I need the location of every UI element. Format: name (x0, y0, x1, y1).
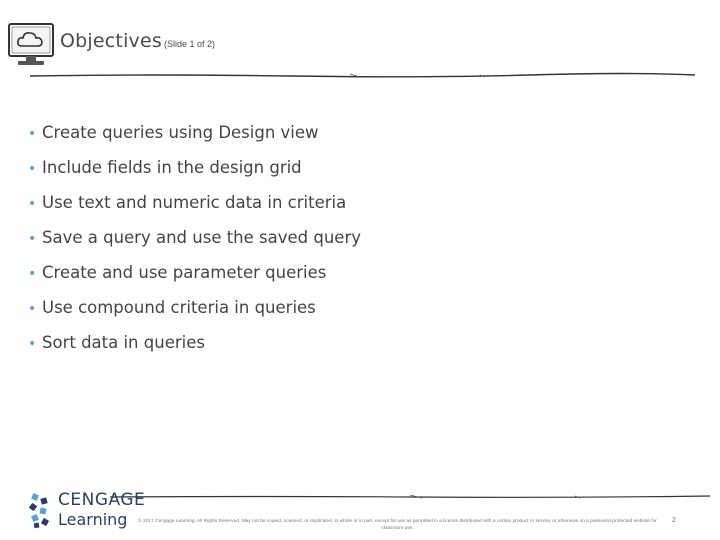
copyright-notice: © 2017 Cengage Learning. All Rights Reserved. May not be copied, scanned, or duplicated, in whole or in part, except for use as permitted in a license distributed with a certain product or service or otherwise on a password-protected website for classroom use. (138, 519, 657, 531)
header-divider (30, 70, 695, 80)
objectives-list (28, 120, 361, 365)
list-item (28, 190, 361, 225)
bullet-text: Include fields in the design grid (42, 158, 302, 177)
list-item (28, 295, 361, 330)
slide-header (0, 0, 720, 95)
slide-title: Objectives (60, 30, 162, 52)
bullet-text: Save a query and use the saved query (42, 228, 362, 247)
slide-subtitle: (Slide 1 of 2) (164, 39, 216, 49)
page-number: 2 (672, 517, 676, 524)
bullet-dot: • (28, 126, 37, 142)
list-item (28, 260, 361, 295)
monitor-cloud-icon (6, 20, 56, 70)
bullet-text: Create and use parameter queries (42, 263, 327, 282)
bullet-dot: • (28, 161, 37, 177)
bullet-text: Create queries using Design view (42, 123, 319, 142)
list-item (28, 225, 361, 260)
list-item (28, 330, 361, 365)
bullet-dot: • (28, 231, 37, 247)
cengage-logo (28, 490, 146, 535)
bullet-dot: • (28, 301, 37, 317)
cengage-logo-mark-icon (28, 492, 54, 530)
bullet-text: Use text and numeric data in criteria (42, 193, 347, 212)
title-group (60, 30, 215, 52)
bullet-text: Sort data in queries (42, 333, 205, 352)
bullet-text: Use compound criteria in queries (42, 298, 316, 317)
bullet-dot: • (28, 266, 37, 282)
logo-text-cengage: CENGAGE (58, 490, 146, 510)
footer-divider (110, 492, 710, 502)
logo-text-learning: Learning (58, 510, 128, 529)
bullet-dot: • (28, 336, 37, 352)
list-item (28, 120, 361, 155)
bullet-dot: • (28, 196, 37, 212)
list-item (28, 155, 361, 190)
